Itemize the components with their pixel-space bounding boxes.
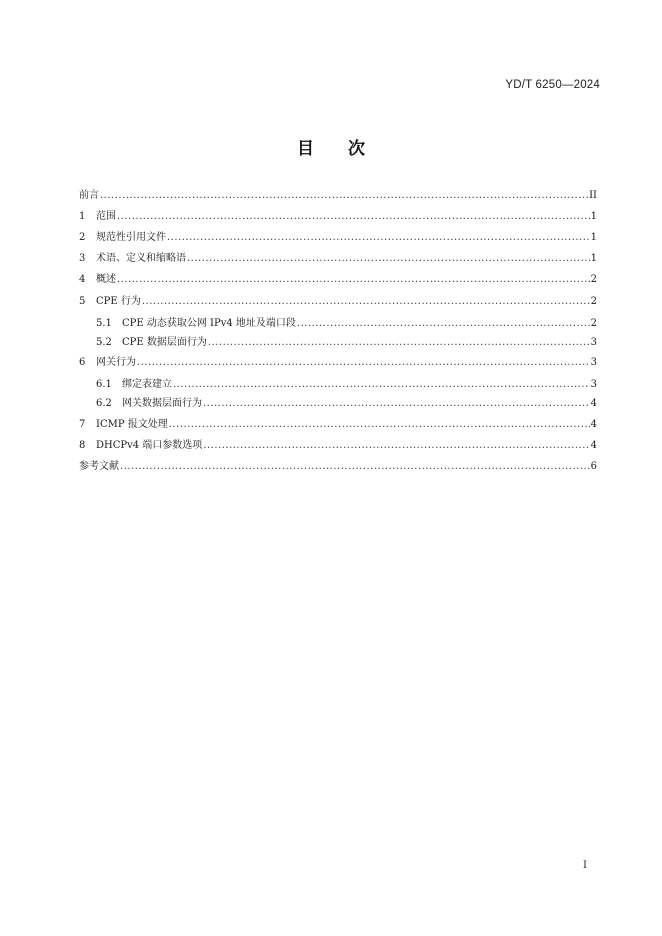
toc-dot-leader [187,251,590,267]
toc-entry-page: 1 [590,232,597,243]
document-code: YD/T 6250—2024 [505,79,600,91]
toc-entry[interactable] [79,272,597,288]
toc-entry-page: 4 [590,419,597,430]
toc-entry[interactable] [79,459,597,475]
toc-entry[interactable] [96,316,597,332]
toc-entry-label: 概述 [96,274,116,285]
toc-entry-label: DHCPv4 端口参数选项 [96,440,203,451]
page-number: I [583,860,587,871]
toc-entry-label: CPE 行为 [96,296,141,307]
toc-entry[interactable] [79,417,597,433]
toc-entry[interactable] [79,251,597,267]
toc-entry-page: 1 [590,253,597,264]
toc-entry-label: 范围 [96,211,116,222]
toc-entry-page: 3 [590,337,597,348]
toc-entry-label: CPE 动态获取公网 IPv4 地址及端口段 [122,318,296,329]
toc-entry-page: 4 [590,440,597,451]
toc-entry-page: 6 [590,461,597,472]
toc-entry-number: 2 [79,232,86,243]
toc-entry-label: 参考文献 [79,461,119,472]
toc-dot-leader [137,355,590,371]
toc-entry[interactable] [96,335,597,351]
toc-entry[interactable] [79,355,597,371]
toc-entry-number: 4 [79,274,86,285]
toc-entry-page: 3 [590,357,597,368]
toc-entry[interactable] [79,294,597,310]
toc-entry-number: 5.1 [96,318,112,329]
toc-entry[interactable] [79,230,597,246]
toc-entry-number: 7 [79,419,86,430]
toc-entry[interactable] [79,438,597,454]
toc-dot-leader [173,377,590,393]
toc-entry-page: 4 [590,398,597,409]
toc-dot-leader [208,335,590,351]
toc-entry-number: 8 [79,440,86,451]
toc-dot-leader [203,396,590,412]
toc-entry[interactable] [96,377,597,393]
toc-entry-label: 术语、定义和缩略语 [96,253,186,264]
toc-entry-number: 1 [79,211,86,222]
toc-dot-leader [203,438,589,454]
toc-entry-label: CPE 数据层面行为 [122,337,207,348]
toc-entry-page: II [589,190,597,201]
toc-entry-page: 2 [590,296,597,307]
toc-entry-number: 3 [79,253,86,264]
toc-entry-label: 绑定表建立 [122,379,172,390]
toc-entry-number: 5 [79,296,86,307]
toc-entry-label: 规范性引用文件 [96,232,166,243]
toc-title: 目次 [297,139,399,159]
toc-entry-page: 2 [590,318,597,329]
toc-entry-number: 5.2 [96,337,112,348]
toc-entry-label: 网关行为 [96,357,136,368]
toc-entry[interactable] [96,396,597,412]
toc-entry[interactable] [79,209,597,225]
toc-dot-leader [100,188,588,204]
toc-entry-page: 1 [590,211,597,222]
toc-entry-label: 前言 [79,190,99,201]
toc-dot-leader [169,417,590,433]
toc-dot-leader [297,316,590,332]
toc-entry-number: 6.1 [96,379,112,390]
toc-entry-label: 网关数据层面行为 [122,398,202,409]
toc-entry-page: 3 [590,379,597,390]
toc-dot-leader [142,294,590,310]
toc-entry-label: ICMP 报文处理 [96,419,168,430]
toc-dot-leader [117,209,590,225]
toc-entry[interactable] [79,188,597,204]
toc-dot-leader [117,272,590,288]
toc-entry-number: 6 [79,357,86,368]
toc-dot-leader [120,459,590,475]
toc-entry-page: 2 [590,274,597,285]
toc-dot-leader [167,230,590,246]
toc-entry-number: 6.2 [96,398,112,409]
